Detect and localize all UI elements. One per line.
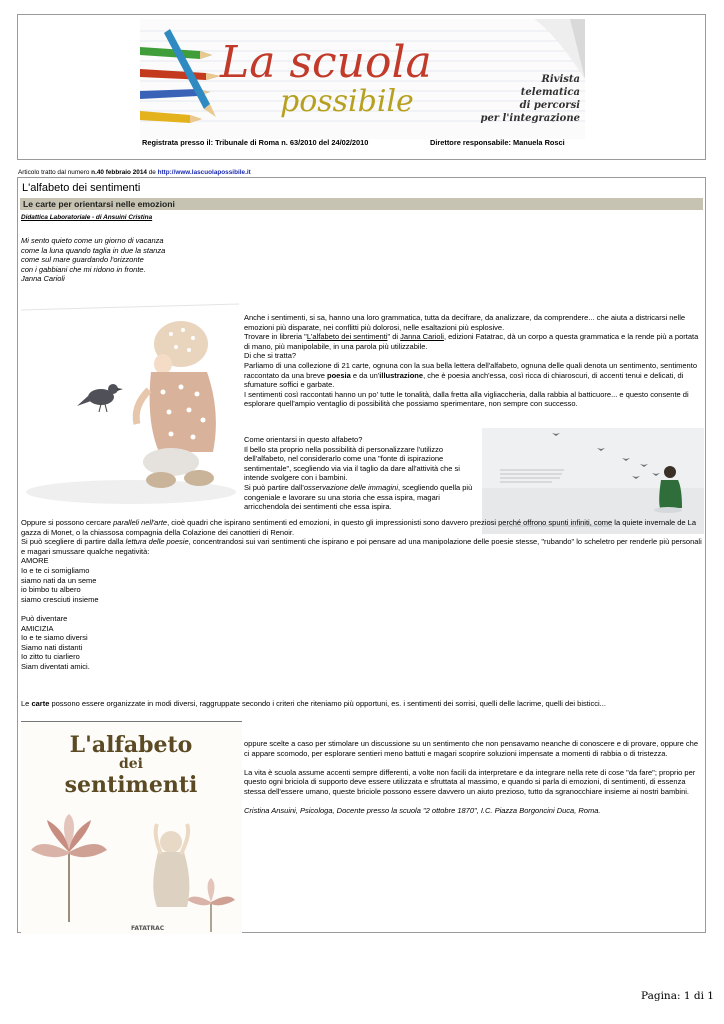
- poem-reading-italic: lettura delle poesie: [125, 537, 189, 547]
- poem-line: Mi sento quieto come un giorno di vacanza: [21, 236, 164, 245]
- cover-publisher: FATATRAC: [131, 925, 165, 932]
- tagline-1: Rivista: [541, 74, 580, 85]
- paragraph-cards-organization: [21, 699, 703, 709]
- tones-text: I sentimenti così raccontati hanno un po' tutte le tonalità, dalla fretta alla vigliaccheria, dalla rabbia al batticuore... e questo consente di esplorare quell'ampio ventaglio di possibilità che possiamo sperimentare, non sempre con successo.: [244, 389, 689, 409]
- orient-question: Come orientarsi in questo alfabeto?: [244, 435, 363, 444]
- cards-text-2: e da un': [350, 370, 380, 380]
- logo-line1: La scuola: [220, 37, 432, 88]
- logo-line2: possibile: [280, 84, 414, 119]
- poem-reading-1: Si può scegliere di partire dalla: [21, 537, 126, 547]
- masthead-banner: [140, 19, 585, 139]
- intro-text: Anche i sentimenti, si sa, hanno una loro grammatica, tutta da decifrare, da analizzare, da comprendere... che aiuta a districarsi nelle emozioni più disparate, nei conflitti più dolorosi, nelle esaltazioni più esplosive.: [244, 313, 686, 332]
- paragraph-art-poems: [21, 518, 703, 672]
- poem-line: Io e te siamo diversi: [21, 633, 88, 643]
- director-text: Direttore responsabile: Manuela Rosci: [430, 138, 565, 147]
- poem-line: siamo nati da un seme: [21, 575, 97, 585]
- cards-text-3: , che è poesia anch'essa, così ricca di chiaroscuri, di accenti tenui e delicati, di sfumature soffici e garbate.: [244, 370, 684, 390]
- masthead: [17, 14, 706, 160]
- article-title: L'alfabeto dei sentimenti: [22, 182, 141, 194]
- paragraph-conclusion: [244, 739, 704, 816]
- random-text: oppure scelte a caso per stimolare un discussione su un sentimento che non pensavamo neanche di conoscere e di provare, oppure che ci appare scomodo, per esplorare sentieri meno battuti e magari scoprire soluzioni impensate a momenti di rabbia o di tristezza.: [244, 739, 699, 758]
- cover-title-1: L'alfabeto: [69, 732, 193, 758]
- observe-text: [244, 483, 482, 512]
- cards-bold-2: illustrazione: [379, 370, 424, 380]
- subtitle-bar: [20, 198, 703, 210]
- art-text-2: , cioè quadri che ispirano sentimenti ed emozioni, in questo gli impressionisti sono davvero preziosi perché offrono spunti infiniti, come la quiete invernale de La gazza di Monet, o la chiassosa compagnia della Colazione dei canottieri di Renoir.: [21, 518, 697, 537]
- section-line: Didattica Laboratoriale - di Ansuini Cristina: [21, 214, 153, 221]
- life-text: La vita è scuola assume accenti sempre differenti, a volte non facili da interpretare e da integrare nella rete di cose "da fare"; proprio per questo ogni briciola di supporto deve essere utilizzata e sfruttata al massimo, e quando si parla di emozioni, di sentimenti, di essenza stessa dell'essere umano, queste briciole possono essere davvero un aiuto prezioso, tutto da sgranocchiare insieme ai nostri bambini.: [244, 767, 696, 796]
- tagline-2: telematica: [520, 87, 580, 98]
- poem-line: siamo cresciuti insieme: [21, 594, 99, 604]
- cards-text: [244, 361, 704, 390]
- registration-line: [142, 138, 587, 147]
- cover-title-2: dei: [118, 756, 144, 772]
- poem-line: Siam diventati amici.: [21, 661, 90, 671]
- art-italic: paralleli nell'arte: [113, 518, 168, 527]
- poem-line: come sul mare guardando l'orizzonte: [21, 255, 144, 265]
- poem-line: io bimbo tu albero: [21, 585, 81, 595]
- poem-author: Janna Carioli: [21, 274, 65, 284]
- child-with-bird-illustration: [21, 302, 239, 512]
- poem-reading-2: , concentrandosi sui vari sentimenti che ispirano e poi pensare ad una manipolazione delle poesie stesse, "rubando" lo scheletro per renderle più personali e magari smussare qualche negatività:: [21, 537, 702, 556]
- tagline-3: di percorsi: [519, 100, 580, 111]
- art-text-1: Oppure si possono cercare: [21, 518, 114, 527]
- org-text-2: possono essere organizzate in modi diversi, raggruppate secondo i criteri che riteniamo più opportuni, es. i sentimenti dei sorrisi, quelli delle lacrime, quelli dei bisticci...: [49, 699, 606, 708]
- book-text-1: Trovare in libreria ": [244, 332, 307, 342]
- signature: Cristina Ansuini, Psicologa, Docente presso la scuola "2 ottobre 1870", I.C. Piazza Borgoncini Duca, Roma.: [244, 806, 601, 816]
- paragraph-intro: [244, 313, 704, 409]
- poem-line: con i gabbiani che mi ridono in fronte.: [21, 264, 146, 274]
- cards-text-1: Parliamo di una collezione di 21 carte, ognuna con la sua bella lettera dell'alfabeto, ognuna delle quali denota un sentimento, sentimento raccontato da una breve: [244, 360, 697, 380]
- cards-bold-1: poesia: [326, 370, 351, 380]
- poem-amicizia: [21, 614, 703, 672]
- question-text: Di che si tratta?: [244, 351, 297, 361]
- poem-line: AMORE: [21, 556, 49, 566]
- article-frame: [17, 177, 706, 933]
- article-subtitle: Le carte per orientarsi nelle emozioni: [23, 199, 175, 209]
- site-link[interactable]: http://www.lascuolapossibile.it: [157, 169, 251, 176]
- poem-reading-text: [21, 537, 703, 556]
- book-text: [244, 332, 704, 351]
- source-mid: de: [146, 169, 158, 176]
- registration-text: Registrata presso il: Tribunale di Roma n. 63/2010 del 24/02/2010: [142, 138, 369, 147]
- source-line: [18, 169, 251, 176]
- poem-line: AMICIZIA: [21, 623, 54, 633]
- observe-text-2: , scegliendo quella più congeniale e lavorare su una storia che essa ispira, magari arricchendola dei sentimenti che essa ispira.: [244, 482, 473, 512]
- cover-title-3: sentimenti: [64, 772, 198, 798]
- observe-text-1: Si può partire dall': [244, 482, 304, 492]
- tagline-4: per l'integrazione: [480, 113, 580, 124]
- observe-italic: osservazione delle immagini: [303, 482, 399, 492]
- book-cover-illustration: [21, 721, 242, 934]
- book-title-link[interactable]: L'alfabeto dei sentimenti: [306, 332, 388, 342]
- orient-text: Il bello sta proprio nella possibilità di personalizzare l'utilizzo dell'alfabeto, nel considerarlo come una "fonte di ispirazione sentimentale", scegliendo via via il taglio da dare all'attività che si intende svolgere con i bambini.: [244, 444, 460, 483]
- book-text-2: " di: [387, 332, 401, 342]
- book-text-3: , edizioni Fatatrac, dà un corpo a questa grammatica e la rende più a portata di mano, più manipolabile, in una parola più utilizzabile.: [244, 332, 699, 351]
- page-counter: Pagina: 1 di 1: [641, 990, 714, 1002]
- org-text-1: Le: [21, 699, 32, 708]
- poem-line: Io zitto tu ciarliero: [21, 652, 80, 662]
- issue-number: n.40 febbraio 2014: [91, 169, 147, 176]
- masthead-artwork: [140, 19, 585, 139]
- art-text: [21, 518, 703, 537]
- poem-line: Può diventare: [21, 613, 68, 623]
- poem-amore: [21, 556, 703, 604]
- poem-line: Io e te ci somigliamo: [21, 565, 90, 575]
- source-prefix: Articolo tratto dal numero: [18, 169, 92, 176]
- author-link[interactable]: Janna Carioli: [400, 332, 444, 342]
- paragraph-orientation: [244, 435, 482, 512]
- org-bold: carte: [31, 699, 50, 708]
- opening-poem: [21, 236, 241, 284]
- poem-line: Siamo nati distanti: [21, 642, 83, 652]
- poem-line: come la luna quando taglia in due la stanza: [21, 245, 166, 255]
